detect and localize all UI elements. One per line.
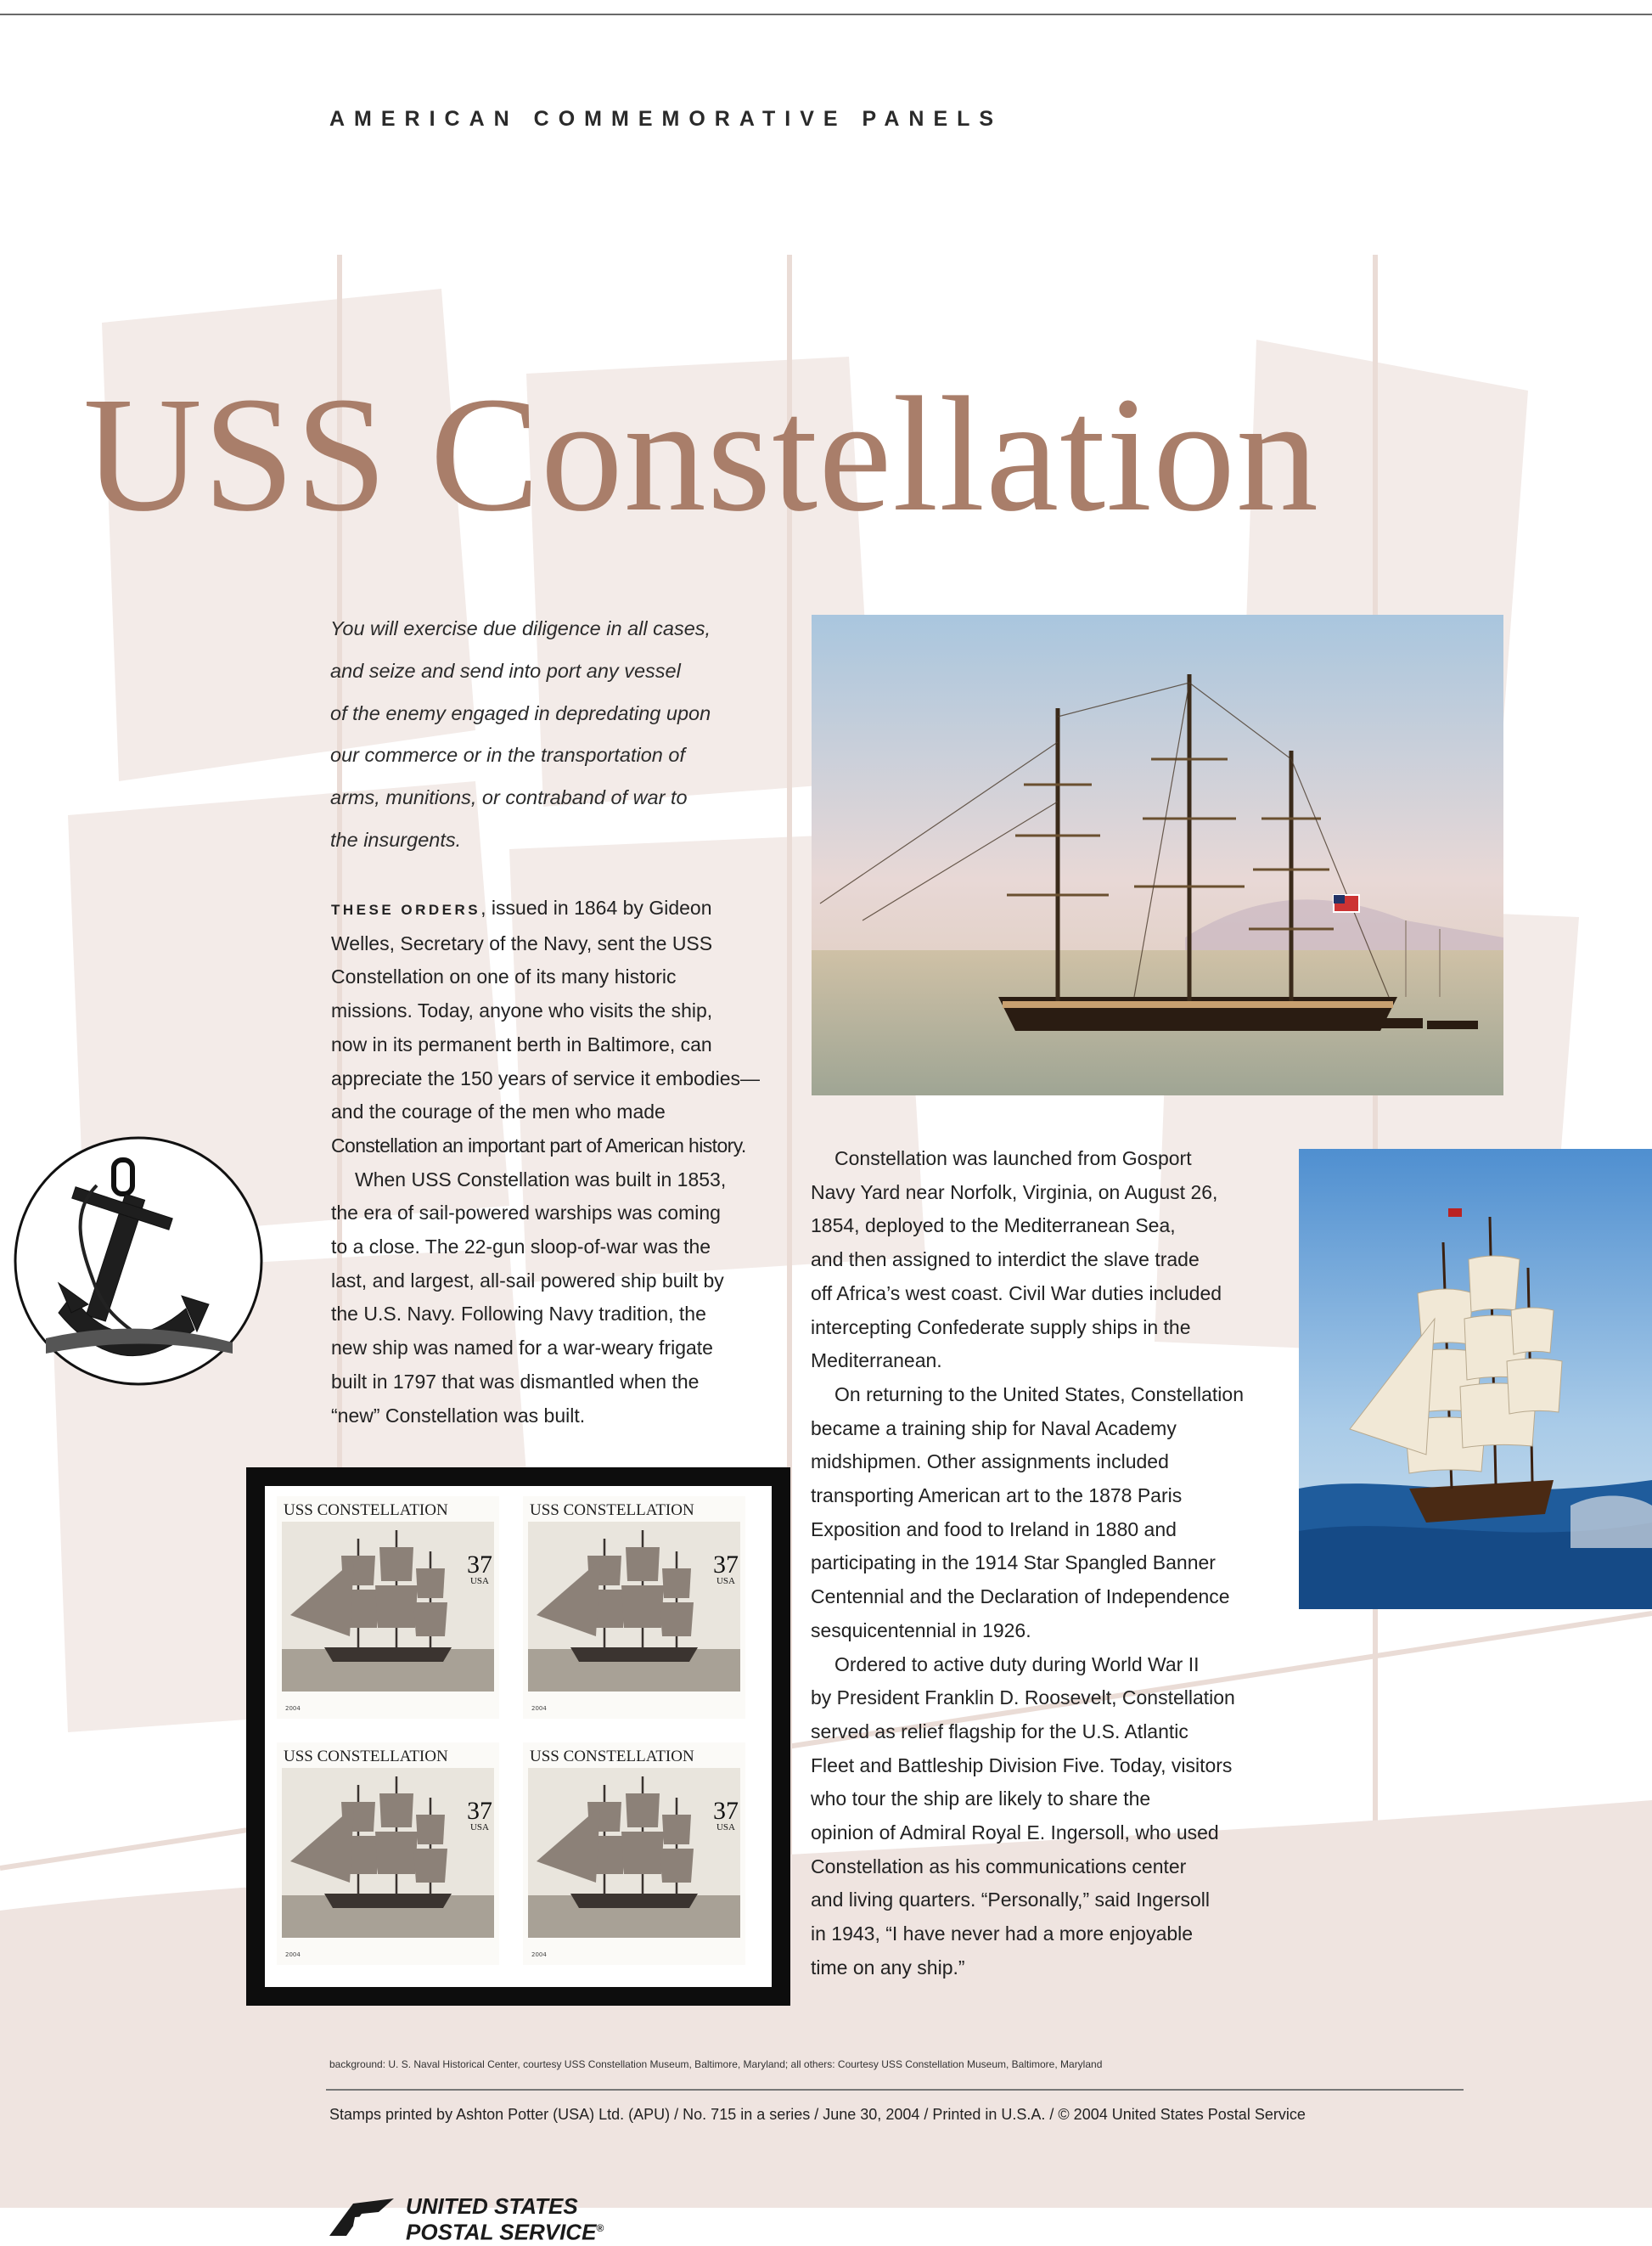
stamp bbox=[277, 1496, 499, 1719]
text-line: became a training ship for Naval Academy bbox=[811, 1416, 1177, 1439]
text-line: new ship was named for a war-weary frigate bbox=[331, 1337, 713, 1359]
text-line: Navy Yard near Norfolk, Virginia, on August 26, bbox=[811, 1180, 1218, 1203]
text-line: opinion of Admiral Royal E. Ingersoll, who used bbox=[811, 1821, 1219, 1844]
quote-line: the insurgents. bbox=[330, 828, 462, 851]
text-line: served as relief flagship for the U.S. Atlantic bbox=[811, 1720, 1188, 1742]
text-line: last, and largest, all-sail powered ship built by bbox=[331, 1269, 724, 1292]
stamp-name: USS CONSTELLATION bbox=[530, 1748, 694, 1765]
text-line: and the courage of the men who made bbox=[331, 1100, 666, 1123]
text-line: in 1943, “I have never had a more enjoyable bbox=[811, 1922, 1194, 1945]
stamp-year: 2004 bbox=[531, 1951, 547, 1958]
left-column-text bbox=[331, 892, 760, 1433]
stamp-denomination: 37 USA bbox=[467, 1551, 492, 1586]
text-line: the era of sail-powered warships was coming bbox=[331, 1202, 721, 1224]
text-line: Constellation as his communications center bbox=[811, 1855, 1187, 1877]
quote-block bbox=[330, 608, 806, 862]
ship-at-anchor-painting bbox=[812, 615, 1503, 1095]
text-line: Ordered to active duty during World War II bbox=[834, 1652, 1200, 1675]
text-line: participating in the 1914 Star Spangled Banner bbox=[811, 1551, 1216, 1574]
footer-rule bbox=[326, 2089, 1464, 2091]
stamp-year: 2004 bbox=[285, 1951, 301, 1958]
quote-line: You will exercise due diligence in all cases, bbox=[330, 617, 711, 639]
text-line: now in its permanent berth in Baltimore, can bbox=[331, 1033, 712, 1055]
text-line: built in 1797 that was dismantled when the bbox=[331, 1370, 700, 1393]
text-line: missions. Today, anyone who visits the ship, bbox=[331, 999, 713, 1022]
series-heading: AMERICAN COMMEMORATIVE PANELS bbox=[329, 107, 1003, 131]
text-line: to a close. The 22-gun sloop-of-war was the bbox=[331, 1236, 711, 1258]
text-line: and then assigned to interdict the slave trade bbox=[811, 1248, 1200, 1271]
text-line: 1854, deployed to the Mediterranean Sea, bbox=[811, 1214, 1176, 1237]
stamp-year: 2004 bbox=[285, 1705, 301, 1712]
stamp-ship-engraving bbox=[528, 1768, 740, 1938]
text-line: Mediterranean. bbox=[811, 1349, 942, 1372]
anchor-medallion bbox=[12, 1134, 265, 1388]
stamp-name: USS CONSTELLATION bbox=[284, 1748, 448, 1765]
top-rule bbox=[0, 14, 1652, 15]
stamp-year: 2004 bbox=[531, 1705, 547, 1712]
text-line: off Africa’s west coast. Civil War duties included bbox=[811, 1281, 1222, 1304]
text-line: THESE ORDERS, issued in 1864 by Gideon bbox=[331, 897, 712, 919]
text-line: time on any ship.” bbox=[811, 1956, 965, 1979]
text-line: intercepting Confederate supply ships in the bbox=[811, 1315, 1191, 1338]
text-line: Constellation an important part of American history. bbox=[331, 1134, 746, 1157]
stamp-ship-engraving bbox=[282, 1768, 494, 1938]
text-line: Welles, Secretary of the Navy, sent the USS bbox=[331, 932, 713, 954]
text-line: On returning to the United States, Constellation bbox=[834, 1382, 1245, 1405]
text-line: Constellation on one of its many historic bbox=[331, 965, 677, 988]
image-credits: background: U. S. Naval Historical Center, courtesy USS Constellation Museum, Baltimore, Maryland; all others: Courtesy USS Constellation Museum, Baltimore, Maryland bbox=[329, 2058, 1103, 2070]
text-line: Exposition and food to Ireland in 1880 and bbox=[811, 1517, 1177, 1540]
page-title: USS Constellation bbox=[83, 363, 1319, 545]
quote-line: and seize and send into port any vessel bbox=[330, 659, 681, 682]
quote-line: arms, munitions, or contraband of war to bbox=[330, 786, 688, 809]
stamp-denomination: 37 USA bbox=[713, 1797, 739, 1832]
stamp-denomination: 37 USA bbox=[713, 1551, 739, 1586]
usps-logo bbox=[328, 2195, 604, 2243]
right-column-text bbox=[811, 1142, 1244, 1985]
ship-under-sail-painting bbox=[1299, 1149, 1652, 1609]
text-line: Centennial and the Declaration of Independence bbox=[811, 1585, 1230, 1608]
text-line: Fleet and Battleship Division Five. Today, visitors bbox=[811, 1753, 1233, 1776]
text-line: “new” Constellation was built. bbox=[331, 1404, 586, 1427]
text-line: When USS Constellation was built in 1853, bbox=[355, 1168, 727, 1191]
eagle-icon bbox=[328, 2195, 396, 2239]
stamp-denomination: 37 USA bbox=[467, 1797, 492, 1832]
stamp-ship-engraving bbox=[282, 1522, 494, 1692]
text-line: and living quarters. “Personally,” said Ingersoll bbox=[811, 1889, 1211, 1911]
quote-line: of the enemy engaged in depredating upon bbox=[330, 701, 711, 724]
text-line: appreciate the 150 years of service it embodies— bbox=[331, 1067, 760, 1089]
registered-mark: ® bbox=[596, 2222, 604, 2234]
quote-line: our commerce or in the transportation of bbox=[330, 744, 685, 767]
stamp-name: USS CONSTELLATION bbox=[284, 1501, 448, 1519]
text-line: sesquicentennial in 1926. bbox=[811, 1618, 1031, 1641]
stamp-ship-engraving bbox=[528, 1522, 740, 1692]
text-line: who tour the ship are likely to share the bbox=[811, 1787, 1151, 1810]
stamp bbox=[523, 1496, 745, 1719]
text-line: midshipmen. Other assignments included bbox=[811, 1450, 1169, 1473]
text-line: Constellation was launched from Gosport bbox=[834, 1147, 1192, 1169]
text-line: the U.S. Navy. Following Navy tradition, the bbox=[331, 1303, 706, 1326]
text-line: by President Franklin D. Roosevelt, Constellation bbox=[811, 1686, 1235, 1709]
stamp bbox=[523, 1742, 745, 1965]
printer-line: Stamps printed by Ashton Potter (USA) Ltd. (APU) / No. 715 in a series / June 30, 2004 / Printed in U.S.A. / © 2004 United States Postal Service bbox=[329, 2106, 1306, 2123]
lead-smallcaps: THESE ORDERS bbox=[331, 902, 481, 918]
stamp-name: USS CONSTELLATION bbox=[530, 1501, 694, 1519]
stamp bbox=[277, 1742, 499, 1965]
usps-line2: POSTAL SERVICE® bbox=[406, 2219, 604, 2245]
text-line: transporting American art to the 1878 Paris bbox=[811, 1484, 1183, 1507]
usps-line1: UNITED STATES bbox=[406, 2193, 578, 2219]
